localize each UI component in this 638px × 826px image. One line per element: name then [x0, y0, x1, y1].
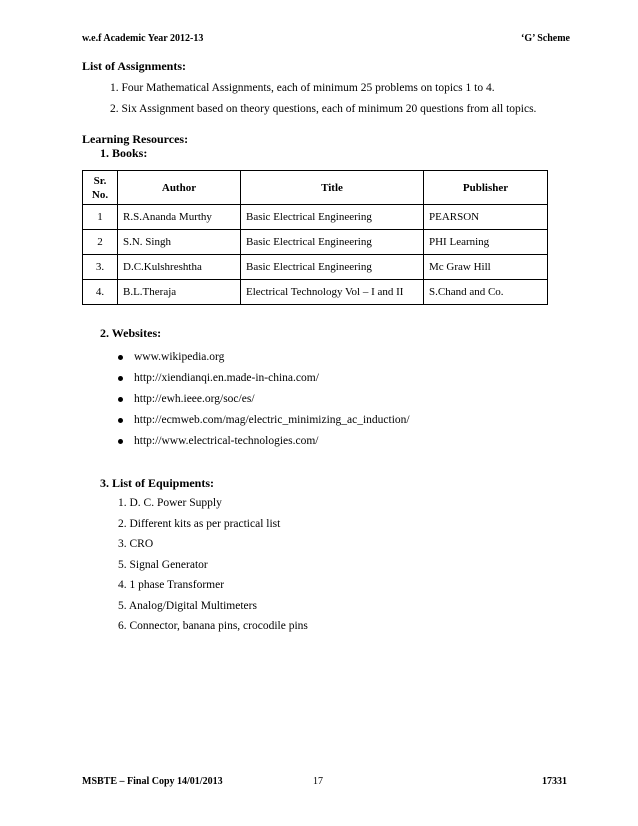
assignments-heading: List of Assignments: — [82, 59, 187, 73]
cell-publisher: PHI Learning — [424, 230, 548, 255]
cell-sr-no: 4. — [83, 280, 118, 305]
list-item: 5. Analog/Digital Multimeters — [118, 599, 257, 612]
website-link[interactable]: http://xiendianqi.en.made-in-china.com/ — [134, 372, 319, 384]
websites-heading: 2. Websites: — [100, 326, 162, 340]
list-item — [118, 368, 410, 389]
list-item — [118, 389, 410, 410]
list-item: 5. Signal Generator — [118, 558, 208, 571]
bullet-icon — [118, 439, 123, 444]
table-row — [83, 230, 548, 255]
cell-title: Basic Electrical Engineering — [241, 230, 424, 255]
cell-title: Basic Electrical Engineering — [241, 205, 424, 230]
books-table — [82, 170, 548, 305]
page-number: 17 — [313, 776, 323, 787]
website-link[interactable]: http://www.electrical-technologies.com/ — [134, 435, 319, 447]
cell-author: B.L.Theraja — [118, 280, 241, 305]
list-item — [118, 347, 410, 368]
bullet-icon — [118, 397, 123, 402]
equipments-list — [118, 493, 308, 637]
cell-publisher: S.Chand and Co. — [424, 280, 548, 305]
sr-label: Sr. No. — [91, 174, 109, 201]
cell-author: R.S.Ananda Murthy — [118, 205, 241, 230]
table-row — [83, 280, 548, 305]
websites-list — [118, 347, 410, 452]
list-item: 6. Connector, banana pins, crocodile pins — [118, 620, 308, 632]
cell-sr-no: 1 — [83, 205, 118, 230]
learning-resources-heading: Learning Resources: — [82, 132, 189, 146]
column-header-sr-no — [83, 171, 118, 205]
column-header-title: Title — [241, 171, 424, 205]
cell-title: Electrical Technology Vol – I and II — [241, 280, 424, 305]
cell-sr-no: 3. — [83, 255, 118, 280]
table-row — [83, 205, 548, 230]
equipments-heading: 3. List of Equipments: — [100, 476, 215, 490]
header-academic-year: w.e.f Academic Year 2012-13 — [82, 33, 204, 44]
cell-publisher: PEARSON — [424, 205, 548, 230]
footer-copy-info: MSBTE – Final Copy 14/01/2013 — [82, 776, 223, 787]
list-item: 3. CRO — [118, 538, 154, 550]
cell-title: Basic Electrical Engineering — [241, 255, 424, 280]
assignment-item: 2. Six Assignment based on theory questions, each of minimum 20 questions from all topics. — [110, 103, 537, 115]
website-link[interactable]: http://ecmweb.com/mag/electric_minimizing_ac_induction/ — [134, 414, 410, 426]
table-row — [83, 255, 548, 280]
column-header-publisher: Publisher — [424, 171, 548, 205]
list-item — [118, 410, 410, 431]
cell-sr-no: 2 — [83, 230, 118, 255]
bullet-icon — [118, 376, 123, 381]
website-link[interactable]: http://ewh.ieee.org/soc/es/ — [134, 393, 255, 405]
footer-code: 17331 — [542, 776, 567, 787]
column-header-author: Author — [118, 171, 241, 205]
bullet-icon — [118, 418, 123, 423]
bullet-icon — [118, 355, 123, 360]
cell-author: D.C.Kulshreshtha — [118, 255, 241, 280]
list-item: 4. 1 phase Transformer — [118, 579, 225, 591]
books-heading: 1. Books: — [100, 146, 148, 160]
list-item: 2. Different kits as per practical list — [118, 517, 281, 530]
website-link[interactable]: www.wikipedia.org — [134, 351, 225, 363]
list-item: 1. D. C. Power Supply — [118, 497, 222, 509]
list-item — [118, 431, 410, 452]
assignment-item: 1. Four Mathematical Assignments, each of minimum 25 problems on topics 1 to 4. — [110, 82, 495, 94]
cell-author: S.N. Singh — [118, 230, 241, 255]
table-header-row — [83, 171, 548, 205]
cell-publisher: Mc Graw Hill — [424, 255, 548, 280]
header-scheme: ‘G’ Scheme — [521, 33, 570, 44]
